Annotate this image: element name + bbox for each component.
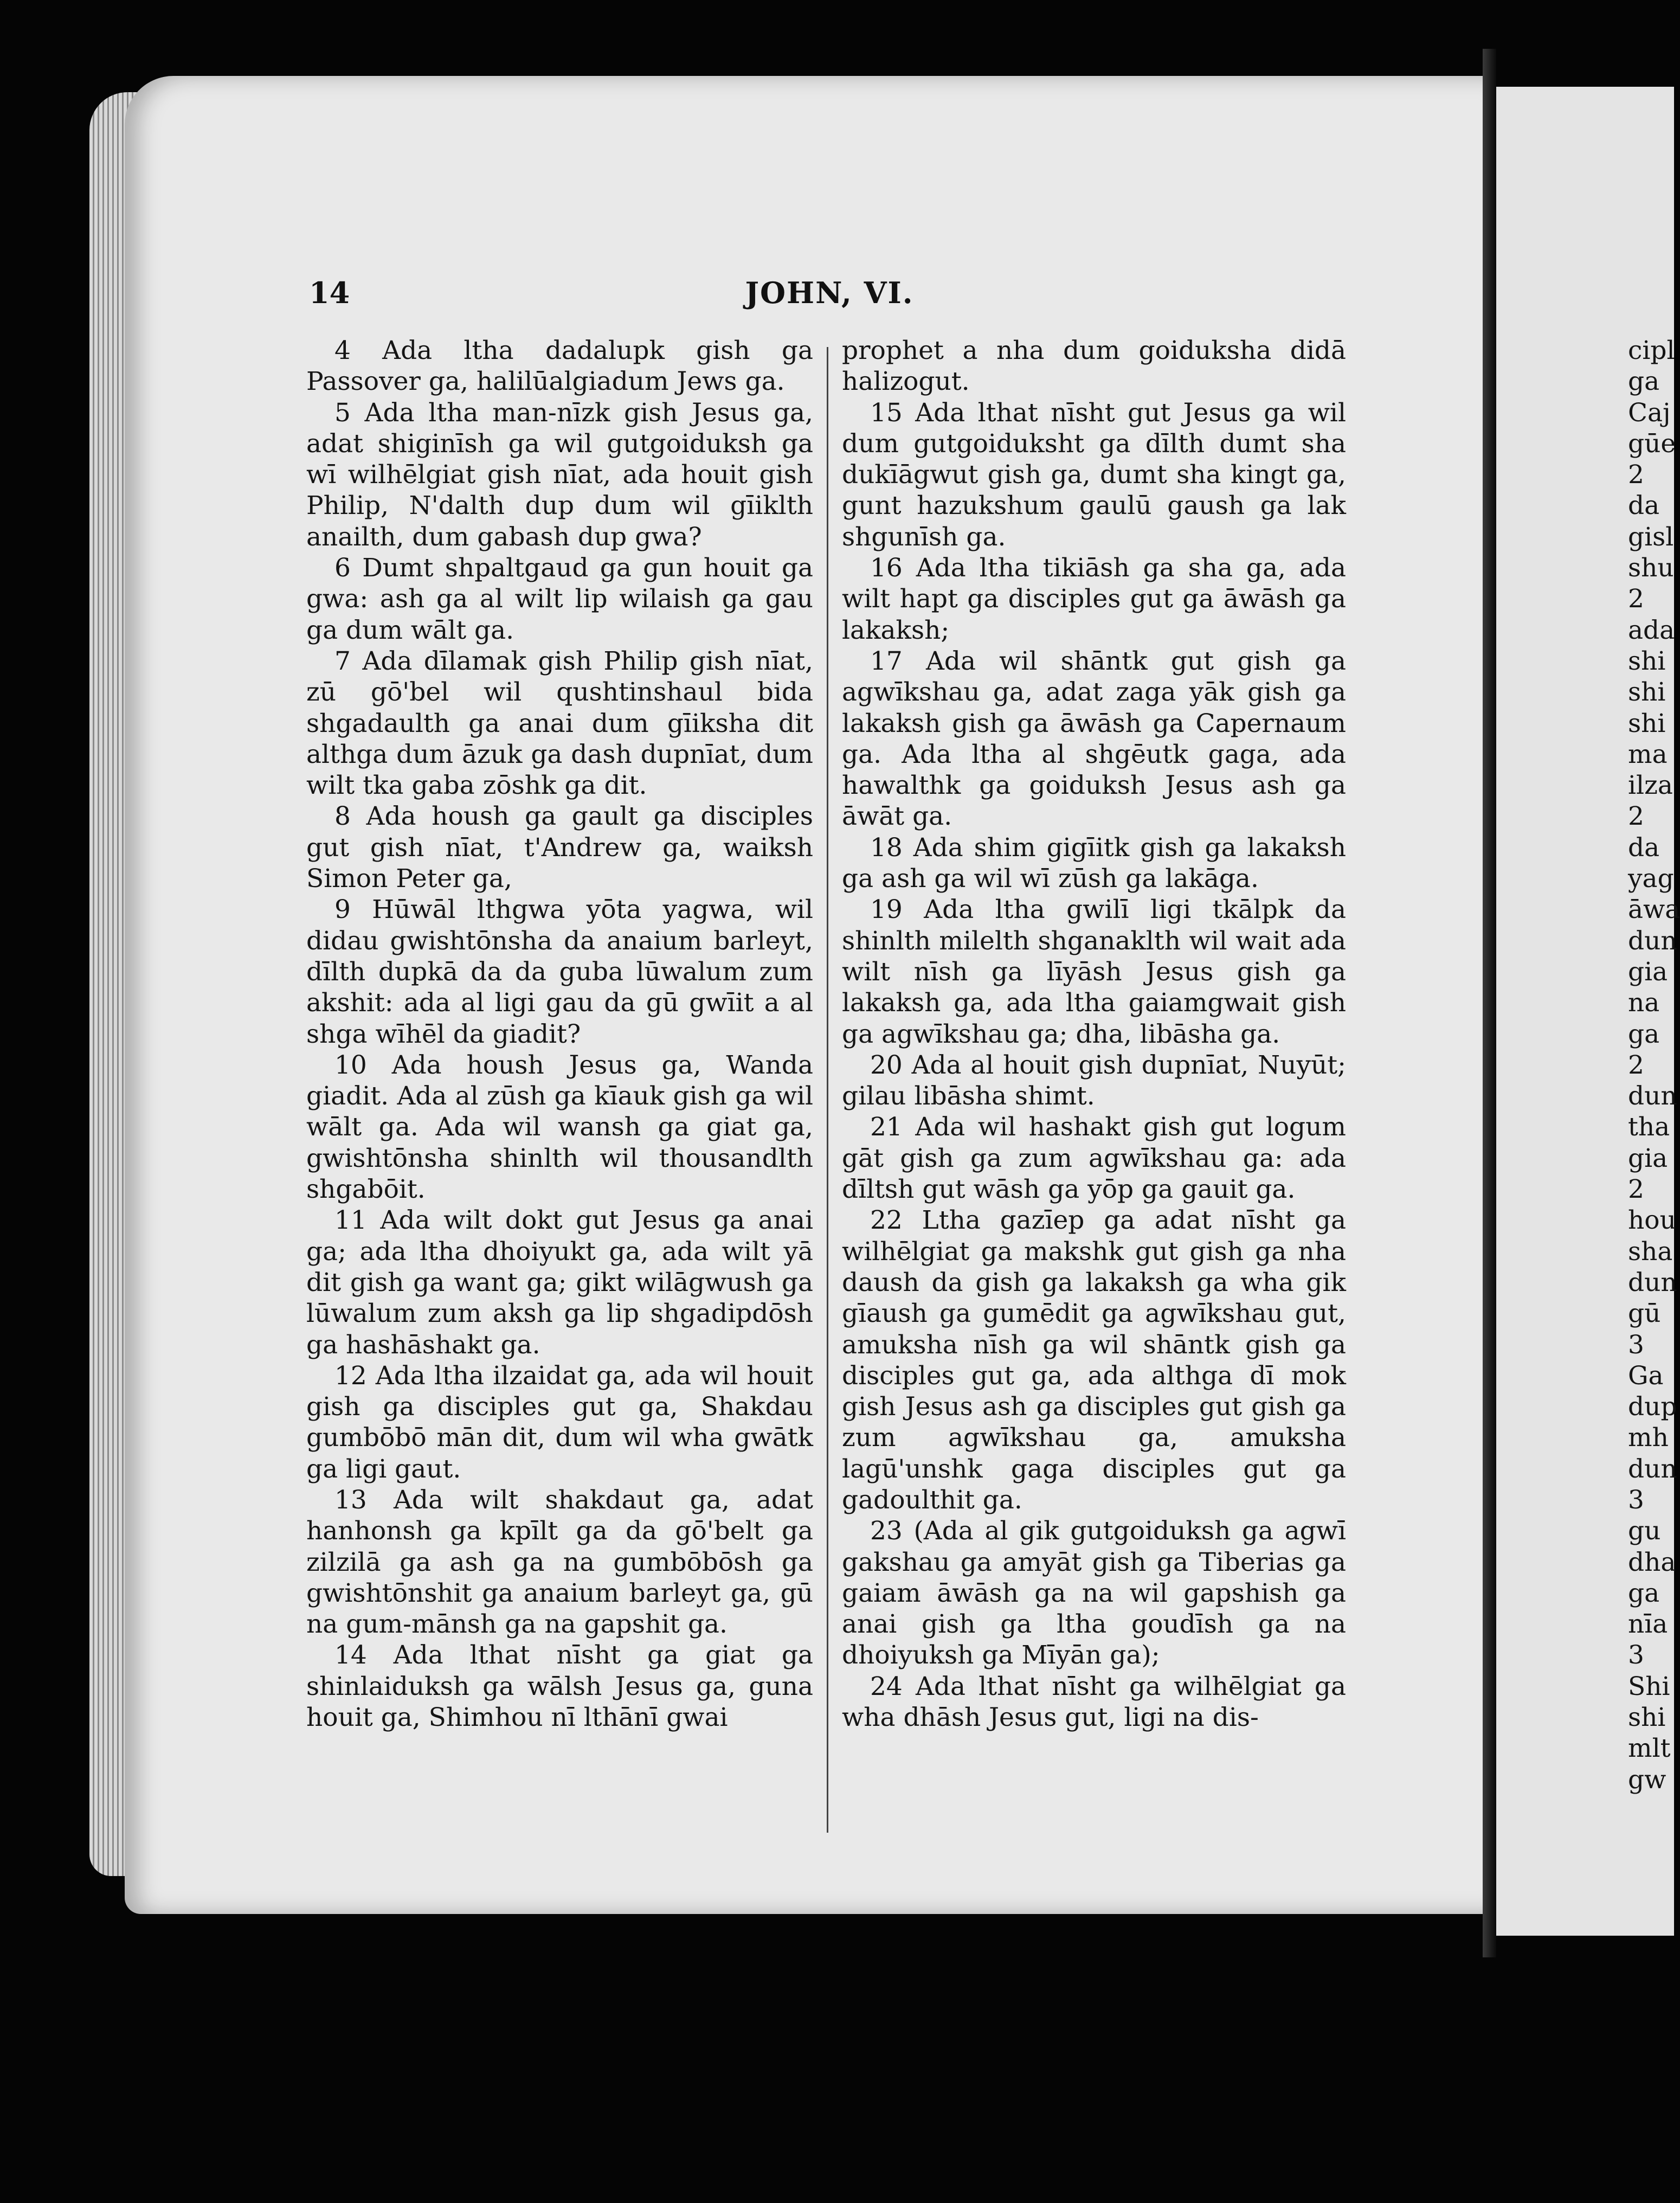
verse-paragraph: 7 Ada dīlamak gish Philip gish nīat, zū gō'bel wil qushtinshaul bida shgadaulth ga anai dum gīiksha dit althga dum āzuk ga dash dupnīat, dum wilt tka gaba zōshk ga dit. (306, 646, 813, 801)
verse-paragraph: 9 Hūwāl lthgwa yōta yagwa, wil didau gwishtōnsha da anaium barleyt, dīlth dupkā da da guba lūwalum zum akshit: ada al ligi gau da gū gwīit a al shga wīhēl da giadit? (306, 895, 813, 1049)
verse-paragraph: 5 Ada ltha man-nīzk gish Jesus ga, adat shiginīsh ga wil gutgoiduksh ga wī wilhēlgiat gish nīat, ada houit gish Philip, N'dalth dup dum wil gīiklth anailth, dum gabash dup gwa? (306, 397, 813, 552)
fragment-line: da (1628, 832, 1660, 863)
verse-paragraph: prophet a nha dum goiduksha didā halizogut. (842, 336, 1346, 397)
page-header (309, 275, 1350, 319)
fragment-line: shi (1628, 1703, 1666, 1733)
verse-paragraph: 16 Ada ltha tikiāsh ga sha ga, ada wilt hapt ga disciples gut ga āwāsh ga lakaksh; (842, 553, 1346, 645)
verse-paragraph: 8 Ada housh ga gault ga disciples gut gish nīat, t'Andrew ga, waiksh Simon Peter ga, (306, 801, 813, 894)
verse-paragraph: 23 (Ada al gik gutgoiduksh ga agwī gakshau ga amyāt gish ga Tiberias ga gaiam āwāsh ga na wil gapshish ga anai gish ga ltha goudīsh ga na dhoiyuksh ga Mīyān ga); (842, 1516, 1346, 1671)
fragment-line: mlt (1628, 1733, 1671, 1764)
fragment-line: gū (1628, 1299, 1661, 1329)
fragment-line: ada (1628, 615, 1675, 645)
verse-paragraph: 11 Ada wilt dokt gut Jesus ga anai ga; ada ltha dhoiyukt ga, ada wilt yā dit gish ga want ga; gikt wilāgwush ga lūwalum zum aksh ga lip shgadipdōsh ga hashāshakt ga. (306, 1205, 813, 1360)
fragment-line: Caj (1628, 397, 1671, 428)
fragment-line: ga (1628, 367, 1660, 397)
fragment-line: yag (1628, 864, 1674, 894)
verse-paragraph: 15 Ada lthat nīsht gut Jesus ga wil dum gutgoiduksht ga dīlth dumt sha dukīāgwut gish ga, dumt sha kingt ga, gunt hazukshum gaulū gaush ga lak shgunīsh ga. (842, 397, 1346, 552)
verse-paragraph: 17 Ada wil shāntk gut gish ga agwīkshau ga, adat zaga yāk gish ga lakaksh gish ga āwāsh ga Capernaum ga. Ada ltha al shgēutk gaga, ada hawalthk ga goiduksh Jesus ash ga āwāt ga. (842, 646, 1346, 832)
fragment-line: na (1628, 988, 1660, 1018)
fragment-line: shi (1628, 646, 1666, 676)
fragment-line: hou (1628, 1205, 1676, 1236)
verse-paragraph: 18 Ada shim gigīitk gish ga lakaksh ga ash ga wil wī zūsh ga lakāga. (842, 832, 1346, 894)
verse-paragraph: 10 Ada housh Jesus ga, Wanda giadit. Ada al zūsh ga kīauk gish ga wil wālt ga. Ada wil wansh ga giat ga, gwishtōnsha shinlth wil thousandlth shgabōit. (306, 1050, 813, 1205)
fragment-line: 3 (1628, 1485, 1644, 1515)
fragment-line: 2 (1628, 801, 1644, 832)
fragment-line: dun (1628, 926, 1677, 956)
fragment-line: 3 (1628, 1640, 1644, 1671)
verse-paragraph: 24 Ada lthat nīsht ga wilhēlgiat ga wha dhāsh Jesus gut, ligi na dis- (842, 1671, 1346, 1733)
fragment-line: cipl (1628, 336, 1675, 365)
verse-paragraph: 19 Ada ltha gwilī ligi tkālpk da shinlth milelth shganaklth wil wait ada wilt nīsh ga līyāsh Jesus gish ga lakaksh ga, ada ltha gaiamgwait gish ga agwīkshau ga; dha, libāsha ga. (842, 895, 1346, 1049)
fragment-line: gw (1628, 1764, 1666, 1795)
column-divider (827, 347, 828, 1833)
verse-paragraph: 6 Dumt shpaltgaud ga gun houit ga gwa: ash ga al wilt lip wilaish ga gau ga dum wālt ga. (306, 553, 813, 645)
fragment-line: ga (1628, 1019, 1660, 1049)
running-head: JOHN, VI. (745, 275, 914, 310)
verse-paragraph: 20 Ada al houit gish dupnīat, Nuyūt; gilau libāsha shimt. (842, 1050, 1346, 1112)
verse-paragraph: 12 Ada ltha ilzaidat ga, ada wil houit gish ga disciples gut ga, Shakdau gumbōbō mān dit, dum wil wha gwātk ga ligi gaut. (306, 1360, 813, 1484)
fragment-line: āwa (1628, 895, 1680, 925)
fragment-line: 2 (1628, 1050, 1644, 1080)
fragment-line: sha (1628, 1236, 1673, 1267)
verse-paragraph: 14 Ada lthat nīsht ga giat ga shinlaiduksh ga wālsh Jesus ga, guna houit ga, Shimhou nī lthānī gwai (306, 1640, 813, 1733)
left-text-column (306, 335, 813, 1733)
fragment-line: ga (1628, 1578, 1660, 1608)
fragment-line: dha (1628, 1547, 1676, 1577)
fragment-line: gia (1628, 1143, 1668, 1173)
fragment-line: gia (1628, 956, 1668, 987)
fragment-line: ilza (1628, 770, 1673, 801)
fragment-line: shu (1628, 553, 1674, 583)
fragment-line: 2 (1628, 460, 1644, 490)
fragment-line: shi (1628, 708, 1666, 738)
page-number: 14 (309, 275, 350, 310)
fragment-line: gūe (1628, 428, 1676, 459)
fragment-line: tha (1628, 1112, 1670, 1142)
verse-paragraph: 13 Ada wilt shakdaut ga, adat hanhonsh ga kpīlt ga da gō'belt ga zilzilā ga ash ga na gumbōbōsh ga gwishtōnshit ga anaium barleyt ga, gū na gum-mānsh ga na gapshit ga. (306, 1485, 813, 1640)
fragment-line: mh (1628, 1423, 1669, 1453)
fragment-line: nīa (1628, 1609, 1668, 1640)
verse-paragraph: 21 Ada wil hashakt gish gut logum gāt gish ga zum agwīkshau ga: ada dīltsh gut wāsh ga yōp ga gauit ga. (842, 1112, 1346, 1205)
fragment-line: Shi (1628, 1671, 1670, 1701)
fragment-line: shi (1628, 677, 1666, 708)
fragment-line: dun (1628, 1267, 1677, 1298)
fragment-line: dup (1628, 1392, 1677, 1422)
fragment-line: gu (1628, 1516, 1661, 1546)
fragment-line: Ga (1628, 1360, 1664, 1391)
fragment-line: dun (1628, 1081, 1677, 1112)
fragment-line: 3 (1628, 1329, 1644, 1360)
fragment-line: 2 (1628, 584, 1644, 614)
fragment-line: ma (1628, 739, 1668, 769)
verse-paragraph: 4 Ada ltha dadalupk gish ga Passover ga, halilūalgiadum Jews ga. (306, 336, 813, 397)
fragment-line: da (1628, 491, 1660, 521)
fragment-line: 2 (1628, 1174, 1644, 1205)
fragment-line: dun (1628, 1454, 1677, 1484)
next-page-column-fragment (1628, 335, 1680, 1795)
right-text-column (842, 335, 1346, 1733)
fragment-line: gisl (1628, 522, 1674, 552)
book-gutter (1483, 49, 1496, 1957)
verse-paragraph: 22 Ltha gazīep ga adat nīsht ga wilhēlgiat ga makshk gut gish ga nha daush da gish ga lakaksh ga wha gik gīaush ga gumēdit ga agwīkshau gut, amuksha nīsh ga wil shāntk gish ga disciples gut ga, ada althga dī mok gish Jesus ash ga disciples gut gish ga zum agwīkshau ga, amuksha lagū'unshk gaga disciples gut ga gadoulthit ga. (842, 1205, 1346, 1515)
